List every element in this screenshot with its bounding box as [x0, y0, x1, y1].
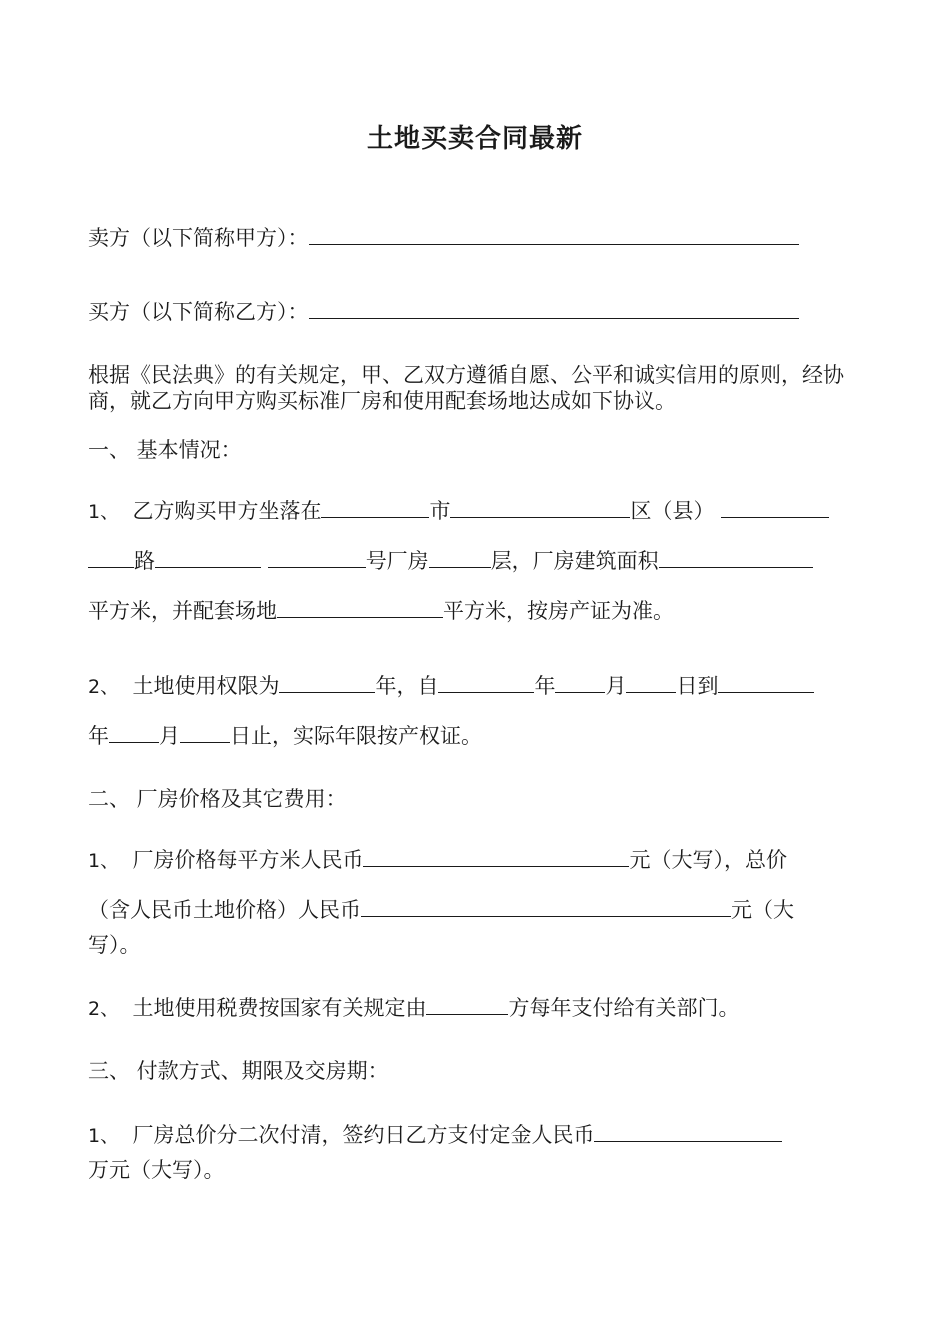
city-label: 市: [429, 499, 451, 523]
buyer-label: 买方（以下简称乙方）：: [88, 300, 309, 324]
end-day-blank[interactable]: [180, 720, 230, 743]
s1-item1-line3: [88, 595, 868, 626]
term-from-label: 年，自: [375, 674, 439, 698]
s3-item1-number: 1、: [88, 1125, 120, 1147]
land-tax-label: 土地使用税费按国家有关规定由: [132, 996, 427, 1020]
s1-item1-line2: [88, 545, 868, 576]
s1-item1-text: 乙方购买甲方坐落在: [132, 499, 322, 523]
term-years-blank[interactable]: [279, 670, 375, 693]
land-tax-suffix: 方每年支付给有关部门。: [508, 996, 740, 1020]
tax-party-blank[interactable]: [426, 992, 508, 1015]
s2-item1-line3: 写）。: [88, 933, 141, 957]
end-month-blank[interactable]: [109, 720, 159, 743]
s2-item1-line2: [88, 894, 868, 925]
start-month-label: 月: [605, 674, 627, 698]
s3-item1-line2: 万元（大写）。: [88, 1158, 225, 1182]
unit-price-suffix: 元（大写），总价: [629, 848, 787, 872]
floor-area-blank[interactable]: [659, 545, 813, 568]
floor-area-label: 层，厂房建筑面积: [490, 549, 659, 573]
site-area-label: 平方米，并配套场地: [88, 599, 277, 623]
start-day-label: 日到: [676, 674, 719, 698]
floor-blank[interactable]: [429, 545, 491, 568]
road-number-blank[interactable]: [155, 545, 261, 568]
end-year-blank[interactable]: [718, 670, 814, 693]
buyer-blank[interactable]: [309, 296, 799, 319]
section2-heading: 二、 厂房价格及其它费用：: [88, 787, 347, 811]
unit-price-label: 厂房价格每平方米人民币: [132, 848, 364, 872]
end-day-label: 日止，实际年限按产权证。: [230, 724, 482, 748]
s1-item2-number: 2、: [88, 676, 120, 698]
end-year-label: 年: [88, 724, 109, 748]
intro-paragraph: 根据《民法典》的有关规定，甲、乙双方遵循自愿、公平和诚实信用的原则，经协商，就乙方向甲方购买标准厂房和使用配套场地达成如下协议。: [88, 363, 844, 413]
s1-item1-line1: [88, 495, 868, 527]
start-day-blank[interactable]: [626, 670, 676, 693]
s2-item1-line1: [88, 844, 868, 876]
building-number-blank[interactable]: [268, 545, 366, 568]
road-blank-1[interactable]: [721, 495, 829, 518]
city-blank[interactable]: [321, 495, 429, 518]
start-year-label: 年: [534, 674, 556, 698]
start-year-blank[interactable]: [438, 670, 534, 693]
deposit-label: 厂房总价分二次付清，签约日乙方支付定金人民币: [132, 1123, 595, 1147]
deposit-blank[interactable]: [594, 1119, 782, 1142]
s3-item1-line1: [88, 1119, 868, 1151]
unit-price-blank[interactable]: [363, 844, 629, 867]
land-term-label: 土地使用权限为: [132, 674, 280, 698]
s2-item2-number: 2、: [88, 998, 120, 1020]
building-label: 号厂房: [365, 549, 429, 573]
total-price-suffix: 元（大: [731, 898, 794, 922]
seller-blank[interactable]: [309, 222, 799, 245]
s1-item2-line2: [88, 720, 868, 751]
buyer-line: [88, 296, 868, 327]
district-blank[interactable]: [450, 495, 630, 518]
road-blank-2[interactable]: [88, 545, 134, 568]
site-area-suffix: 平方米，按房产证为准。: [443, 599, 674, 623]
district-label: 区（县）: [630, 499, 715, 523]
section1-heading: 一、 基本情况：: [88, 438, 242, 462]
start-month-blank[interactable]: [555, 670, 605, 693]
s2-item2-line1: [88, 992, 868, 1024]
document-title: 土地买卖合同最新: [366, 124, 583, 154]
seller-line: [88, 222, 868, 253]
section3-heading: 三、 付款方式、期限及交房期：: [88, 1059, 389, 1083]
road-label: 路: [134, 549, 155, 573]
s1-item2-line1: [88, 670, 868, 702]
s2-item1-number: 1、: [88, 850, 120, 872]
seller-label: 卖方（以下简称甲方）：: [88, 226, 309, 250]
site-area-blank[interactable]: [277, 595, 443, 618]
s1-item1-number: 1、: [88, 501, 120, 523]
total-price-blank[interactable]: [361, 894, 731, 917]
end-month-label: 月: [159, 724, 180, 748]
total-price-label: （含人民币土地价格）人民币: [88, 898, 361, 922]
